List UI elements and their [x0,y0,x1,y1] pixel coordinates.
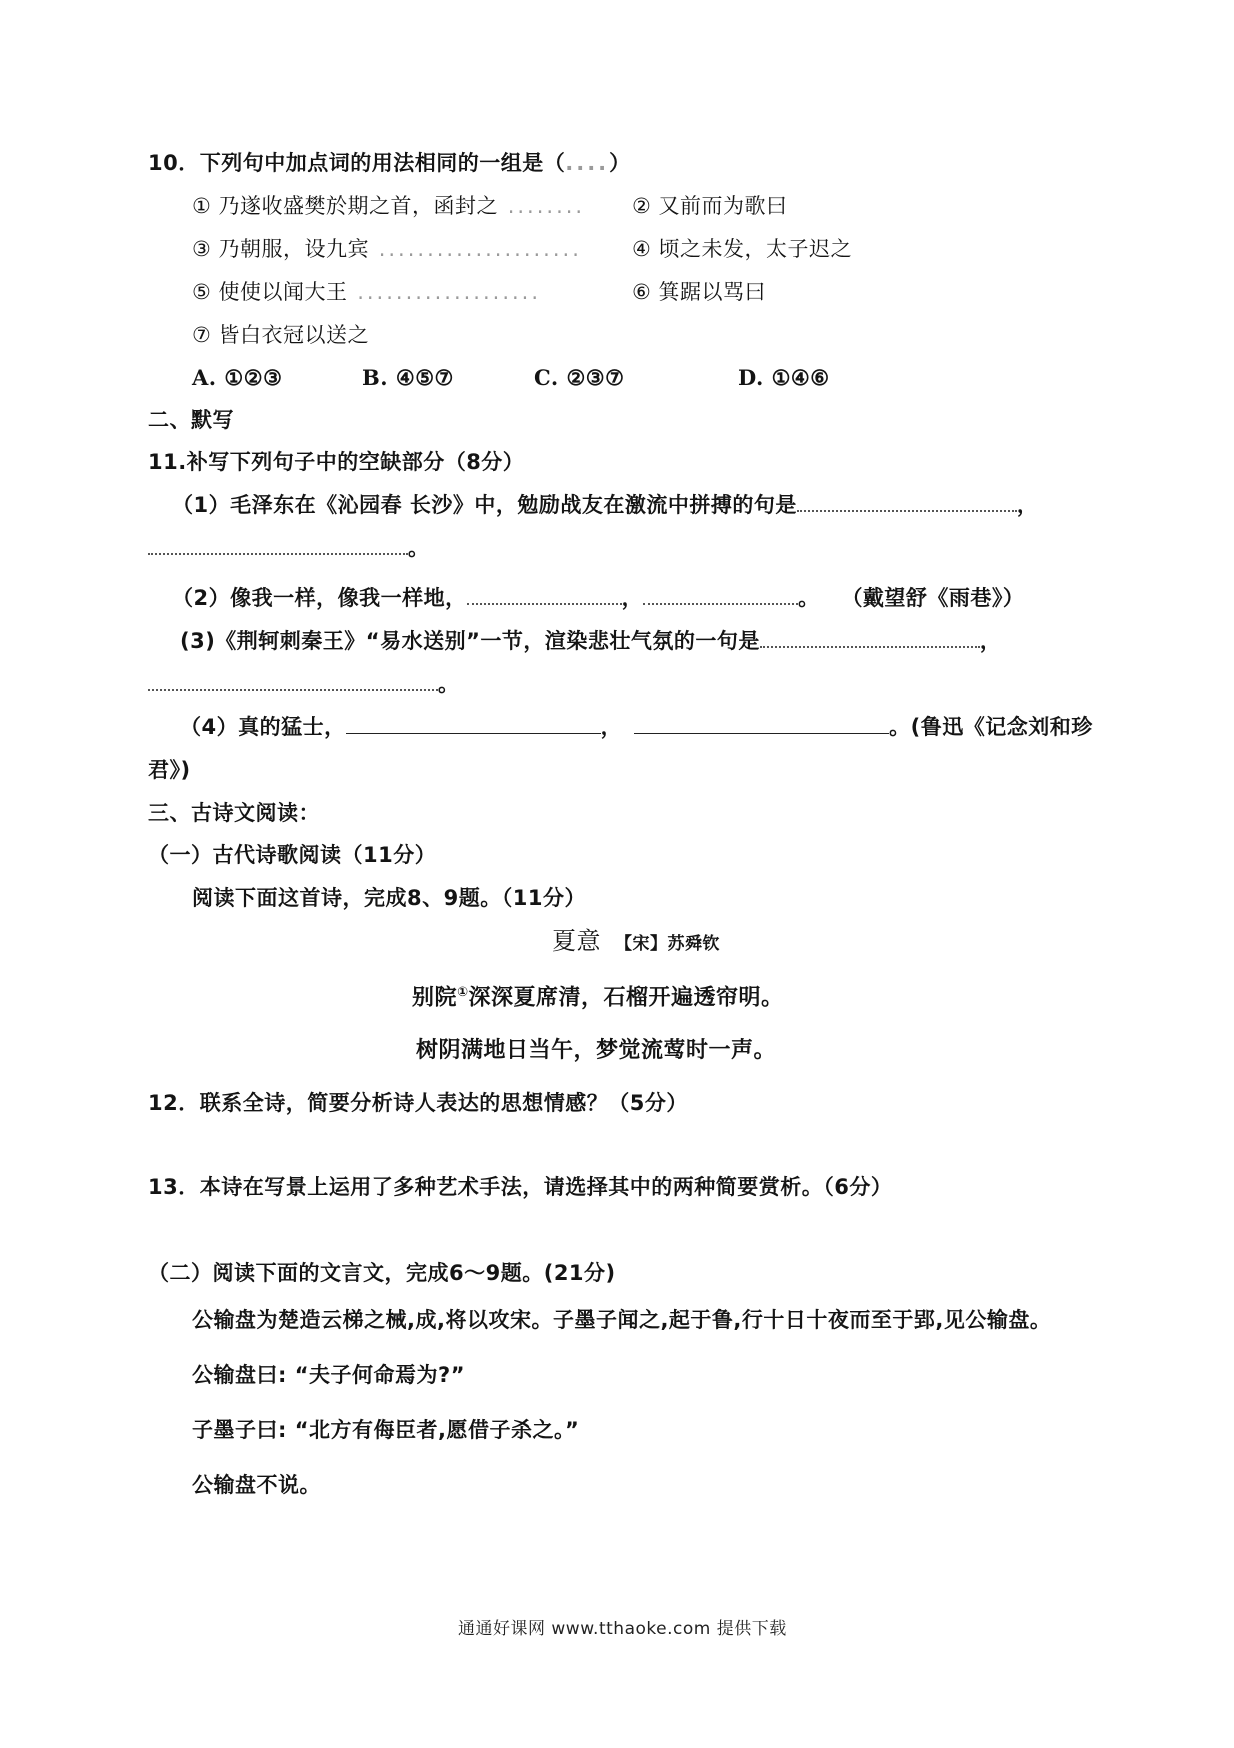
poem-heading [552,926,720,959]
q10-stem [148,148,631,178]
q10-item-1-text: ① 乃遂收盛樊於期之首，函封之 [192,194,499,218]
q10-dots: .... [565,151,610,175]
q12-stem: 12．联系全诗，简要分析诗人表达的思想情感？（5分） [148,1091,688,1115]
section-3-sub1: （一）古代诗歌阅读（11分） [148,843,437,867]
q11-s2-source: （戴望舒《雨巷》） [841,586,1025,610]
q10-stem-text: 10．下列句中加点词的用法相同的一组是（ [148,151,566,175]
q10-item-6: ⑥ 箕踞以骂曰 [632,280,767,304]
q10-item-5 [192,277,541,307]
comma: ， [600,715,623,739]
section-2-title: 二、默写 [148,408,234,432]
q10-item-3-text: ③ 乃朝服，设九宾 [192,237,370,261]
passage-para-2: 公输盘曰: “夫子何命焉为?” [192,1363,465,1387]
answer-blank[interactable] [467,583,622,605]
q10-stem-close: ） [609,151,631,175]
q11-s3-text: (3)《荆轲刺秦王》“易水送别”一节，渲染悲壮气氛的一句是 [180,629,760,653]
poem-instruction: 阅读下面这首诗，完成8、9题。（11分） [192,886,586,910]
leader-dots: ..................... [369,237,582,261]
poem-title: 夏意 [552,927,601,955]
comma: ， [979,629,1002,653]
section-3-title: 三、古诗文阅读： [148,801,320,825]
q10-item-4: ④ 顷之未发，太子迟之 [632,237,853,261]
q10-item-5-text: ⑤ 使使以闻大王 [192,280,348,304]
page-footer: 通通好课网 www.tthaoke.com 提供下载 [458,1619,787,1639]
q11-s1-text: （1）毛泽东在《沁园春 长沙》中，勉励战友在激流中拼搏的句是 [172,493,797,517]
passage-para-1: 公输盘为楚造云梯之械,成,将以攻宋。子墨子闻之,起于鲁,行十日十夜而至于郢,见公输盘。 [192,1308,1052,1332]
q10-option-b: B. ④⑤⑦ [362,365,454,390]
q11-s4-text: （4）真的猛士， [180,715,346,739]
answer-blank[interactable] [148,669,438,691]
q11-s1-line2 [148,533,430,563]
period: 。 [798,586,820,610]
poem-line-1a: 别院 [412,985,458,1011]
q11-s4-source: 。(鲁迅《记念刘和珍 [889,715,1093,739]
q11-s4-line2: 君》) [148,758,191,782]
q10-item-2: ② 又前而为歌曰 [632,194,788,218]
q11-s1 [172,490,1038,520]
answer-blank[interactable] [760,626,980,648]
period: 。 [438,672,460,696]
answer-blank[interactable] [797,490,1017,512]
comma: ， [1016,493,1039,517]
q11-s3-line2 [148,669,460,699]
poem-line-2: 树阴满地日当午，梦觉流莺时一声。 [416,1038,777,1063]
q11-s2 [172,583,1024,613]
q11-s2-text: （2）像我一样，像我一样地， [172,586,467,610]
period: 。 [408,536,430,560]
section-3-sub2: （二）阅读下面的文言文，完成6～9题。(21分) [148,1261,616,1285]
answer-blank[interactable] [643,583,798,605]
q10-item-1 [192,191,585,221]
passage-para-4: 公输盘不说。 [192,1473,321,1497]
answer-blank[interactable] [634,713,889,734]
answer-blank[interactable] [148,533,408,555]
q13-stem: 13．本诗在写景上运用了多种艺术手法，请选择其中的两种简要赏析。（6分） [148,1175,893,1199]
q10-option-c: C. ②③⑦ [534,365,625,390]
q10-item-7: ⑦ 皆白衣冠以送之 [192,323,370,347]
poem-line-1 [412,978,784,1013]
q11-stem: 11.补写下列句子中的空缺部分（8分） [148,450,525,474]
q10-item-3 [192,234,582,264]
q11-s3 [180,626,1001,656]
answer-blank[interactable] [346,713,601,734]
leader-dots: ................... [347,280,542,304]
poem-line-1b: 深深夏席清，石榴开遍透帘明。 [468,985,784,1011]
leader-dots: ........ [498,194,586,218]
poem-author: 【宋】苏舜钦 [615,934,720,954]
q10-option-a: A. ①②③ [192,365,283,390]
q11-s4 [180,712,1093,742]
passage-para-3: 子墨子曰: “北方有侮臣者,愿借子杀之。” [192,1418,580,1442]
footnote-marker: ① [457,985,469,1000]
comma: ， [621,586,644,610]
q10-option-d: D. ①④⑥ [738,365,830,390]
